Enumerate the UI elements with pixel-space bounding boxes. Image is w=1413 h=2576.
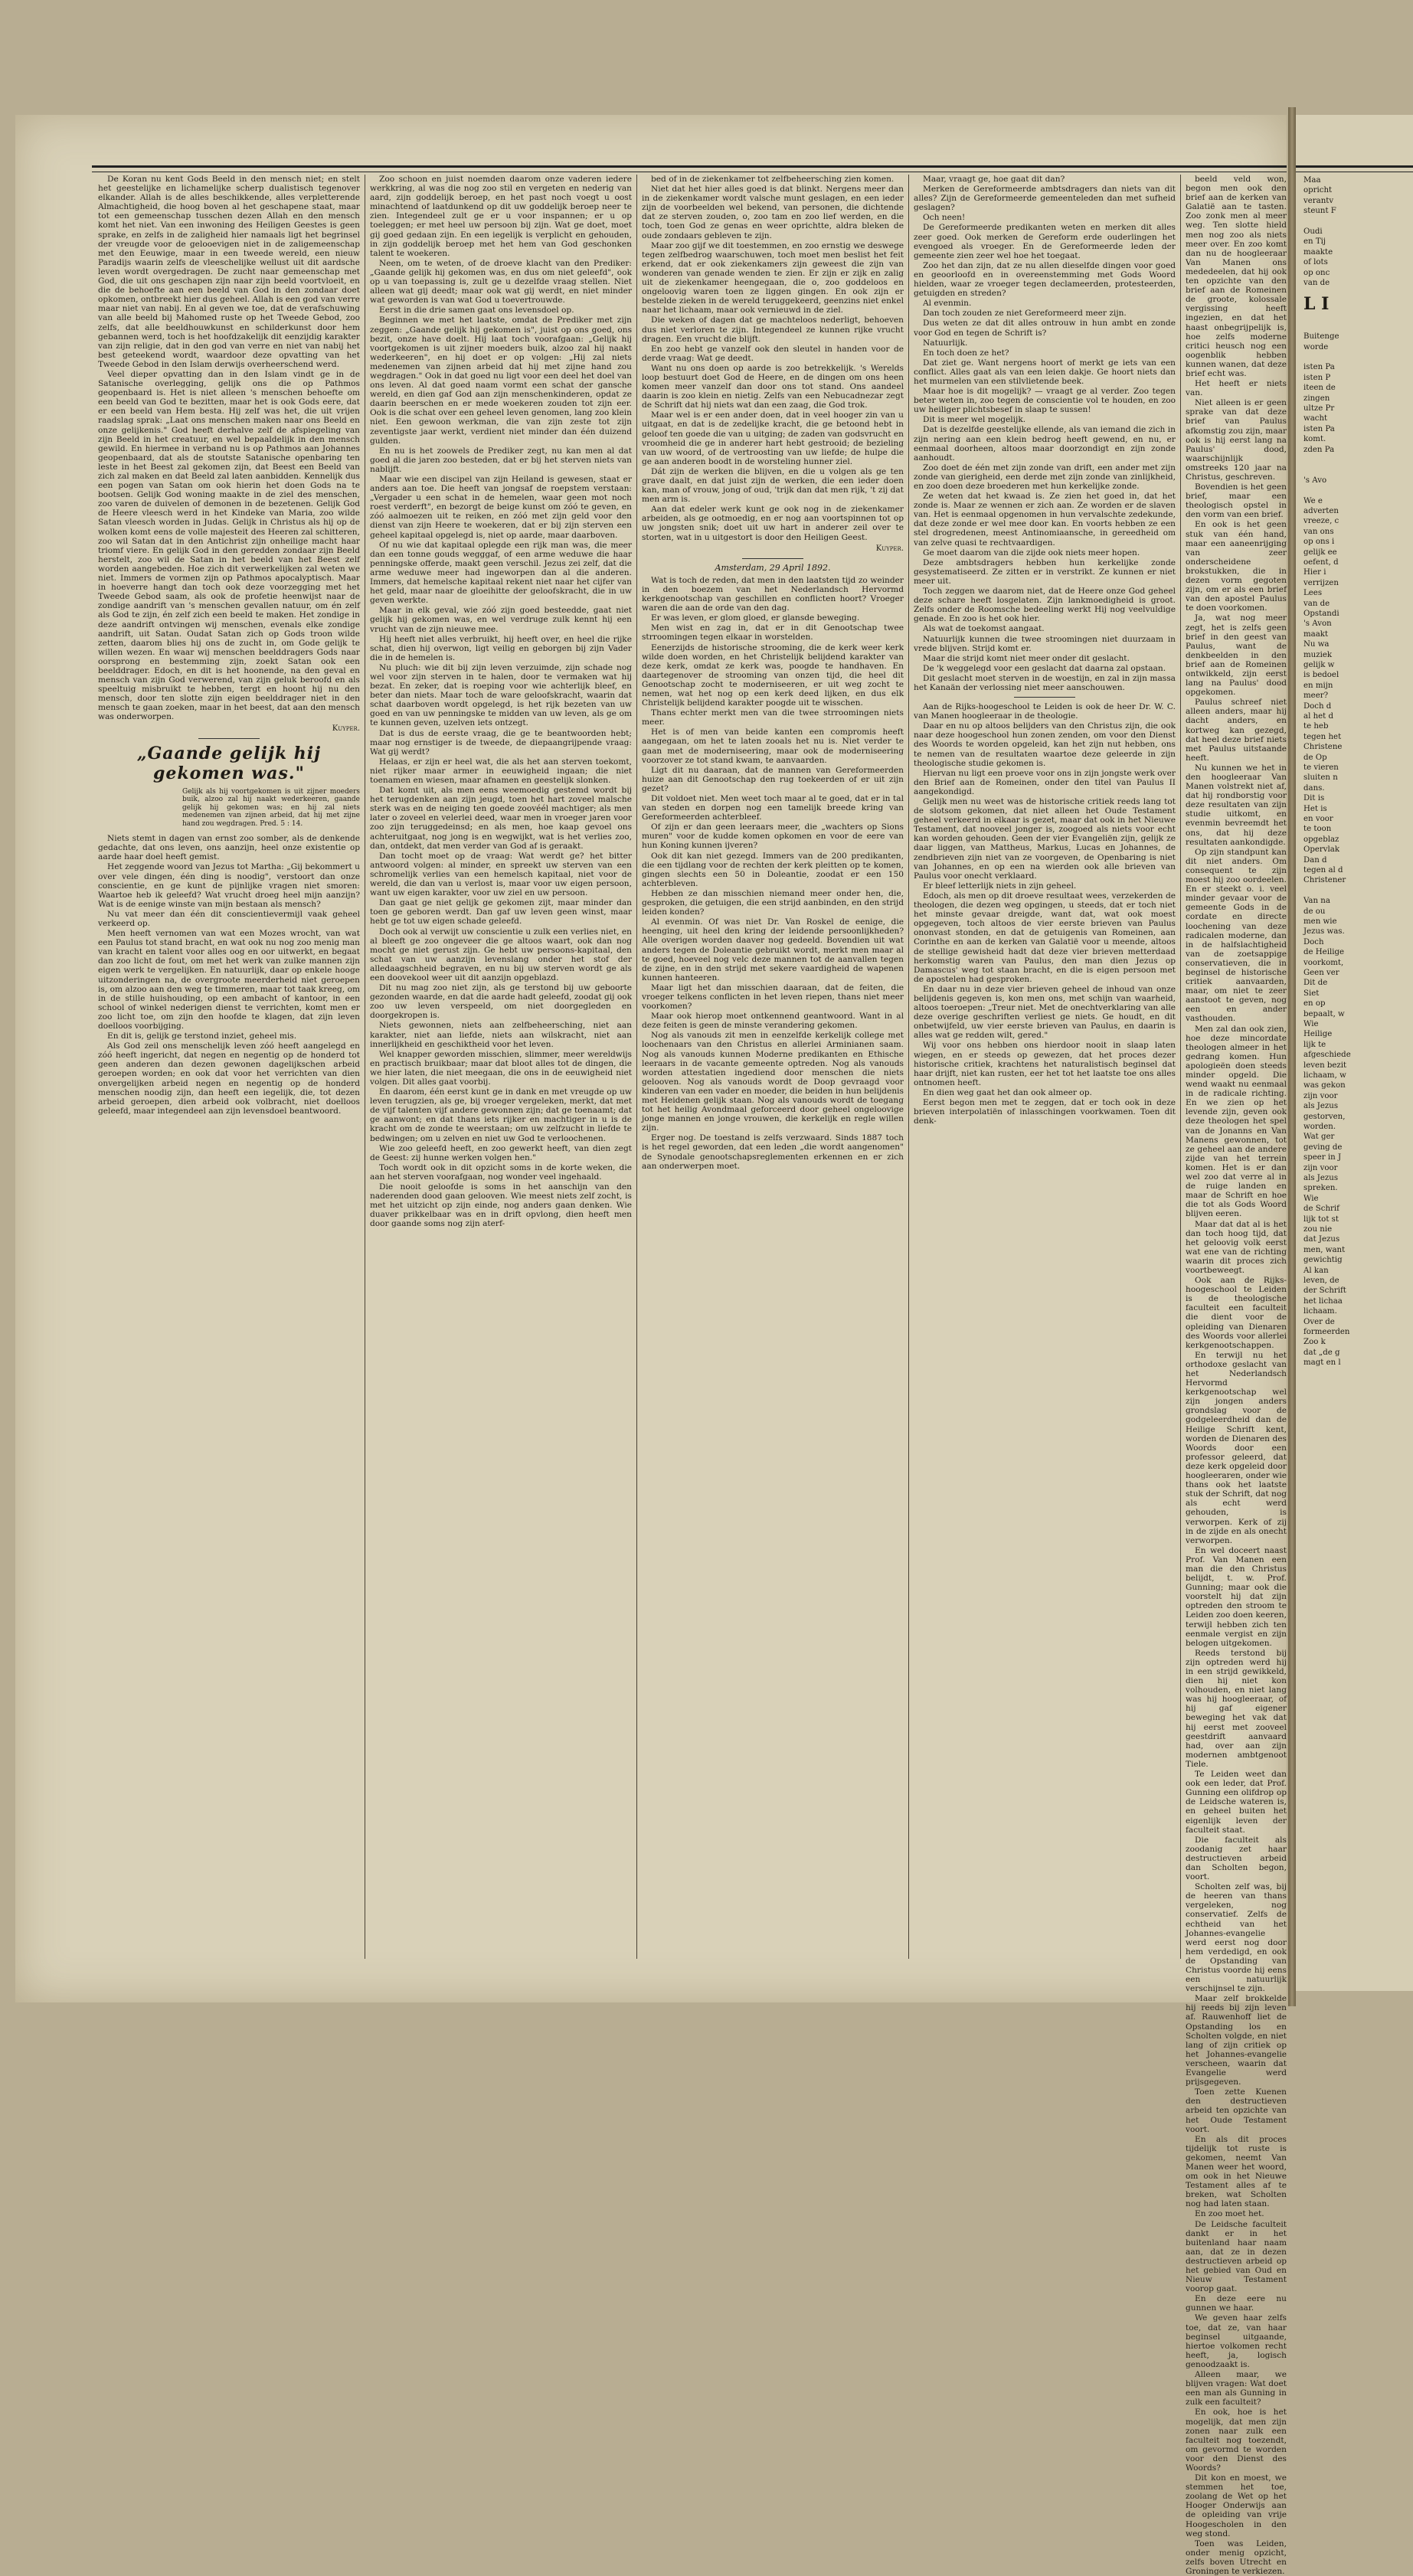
next-page-text-fragment: worde: [1303, 342, 1329, 351]
next-page-text-fragment: muziek: [1303, 650, 1333, 659]
paragraph: Dit geslacht moet sterven in de woestijn, en zal in zijn massa het Kanaän der verlossing niet meer aanschouwen.: [914, 673, 1176, 692]
paragraph: Men zal dan ook zien, hoe deze mincordate theologen almeer in het gedrang komen. Hun apologieën doen steeds minder opgeld. Die wend waakt nu eenmaal in de radicale richting. En we zien op het levende zijn, geven ook deze theologen het spel van de Jonanns en Van Manens gewonnen, tot ze geheel aan de andere zijde van het terrein komen. Het is er dan wel zoo dat verre al in de ruige landen en maar de Schrift en hoe die tot als Gods Woord blijven eeren.: [1186, 1024, 1287, 1219]
column-2: [370, 175, 632, 1982]
paragraph: Nog als vanouds zit men in eenzelfde kerkelijk college met loochenaars van den Christus en allerlei Arminianen saam. Nog als vanouds kunnen Moderne predikanten en Ethische leeraars in de vacante gemeente optreden. Nog als vanouds worden attestatien ingediend door menschen die niets gelooven. Nog als vanouds wordt de Doop gevraagd voor kinderen van een vader en moeder, die beiden in hun belijdenis met Heidenen gelijk staan. Nog als vanouds wordt de toegang tot het heilig Avondmaal geforceerd door geheel ongeloovige jonge mannen en jonge vrouwen, die kerkelijk en regle willen zijn.: [642, 1031, 904, 1133]
paragraph: Maar hoe is dit mogelijk? — vraagt ge al verder. Zoo tegen beter weten in, zoo tegen de conscientie vol te houden, en zoo uw heiliger plichtsbesef in slaap te sussen!: [914, 387, 1176, 415]
next-page-text-fragment: te toon: [1303, 825, 1332, 834]
next-page-text-fragment: leven bezit: [1303, 1061, 1347, 1070]
paragraph: Men heeft vernomen van wat een Mozes wrocht, van wat een Paulus tot stand bracht, en wat ook nu nog zoo menig man van kracht en talent voor alles oog en oor uitwerkt, en begaat dan zoo licht de fout, om met het werk van zulke mannen zijn eigen werk te vergelijken. En natuurlijk, daar op enkele hooge uitzonderingen na, de overgroote meerderheid niet geroepen is, om alzoo aan den weg te timmeren, maar tot taak kreeg, om in de stille huishouding, op een ambacht of kantoor, in een school of winkel nederigen dienst te verrichten, komt men er zoo licht toe, om zijn den hoofde te klagen, dat zijn leven doelloos voorbijging.: [98, 929, 360, 1031]
header-rule: [92, 165, 1287, 172]
next-page-text-fragment: spreken.: [1303, 1184, 1338, 1193]
paragraph: Te Leiden weet dan ook een leder, dat Prof. Gunning een olifdrop op de Leidsche wateren is, en geheel buiten het eigenlijk leven der faculteit staat.: [1186, 1770, 1287, 1835]
next-page-text-fragment: men, want: [1303, 1245, 1346, 1254]
next-page-text-fragment: Dit is: [1303, 794, 1325, 803]
paragraph: Beginnen we met het laatste, omdat de Prediker met zijn zeggen: „Gaande gelijk hij gekomen is", juist op ons goed, ons bezit, onze have doelt. Hij laat toch voorafgaan: „Gelijk hij voortgekomen is uit zijner moeders buik, alzoo zal hij naakt wederkeeren", en hij doet er op volgen: „Hij zal niets medenemen van zijnen arbeid dat hij met zijne hand zou wegdragen." Ook in dat goed nu ligt voor een deel het doel van ons leven. Al dat goed naam vormt een schat der gansche wereld, en dien gaf God aan zijn menschenkinderen, opdat ze daarin beerschen en er mede woekeren zouden tot zijn eer. Ook is die schat over een geheel leven genomen, lang zoo klein niet. Een gewoon werkman, die van zijn zeste tot zijn zeventigste jaar werkt, verdient niet minder dan één duizend gulden.: [370, 315, 632, 446]
next-page-text-fragment: als Jezus: [1303, 1102, 1339, 1111]
next-page-text-fragment: Hier i: [1303, 568, 1326, 577]
next-page-text-fragment: Nu wa: [1303, 640, 1330, 649]
paragraph: Ze weten dat het kwaad is. Ze zien het goed in, dat het zonde is. Maar ze wennen er zich aan. Ze worden er de slaven van. Het is eenmaal opgenomen in hun vervalschte zedekunde, dat deze zonde er wel mee door kan. En voorts hebben ze een stel drogredenen, meest Antinomiaansche, in gereedheid om van zelve quasi te rechtvaardigen.: [914, 492, 1176, 548]
paragraph: Natuurlijk kunnen die twee stroomingen niet duurzaam in vrede blijven. Strijd komt er.: [914, 634, 1176, 653]
paragraph: Bovendien is het geen brief, maar een theologisch opstel in den vorm van een brief.: [1186, 482, 1287, 520]
paragraph: We geven haar zelfs toe, dat ze, van haar beginsel uitgaande, hiertoe volkomen recht heeft, ja, logisch genoodzaakt is.: [1186, 2313, 1287, 2369]
next-page-text-fragment: lichaam.: [1303, 1307, 1337, 1316]
next-page-text-fragment: vreeze, c: [1303, 517, 1339, 526]
next-page-text-fragment: leven, de: [1303, 1277, 1339, 1285]
paragraph: Gelijk men nu weet was de historische critiek reeds lang tot de slotsom gekomen, dat niet alleen het Oude Testament geheel verkeerd in elkaar is gezet, maar dat ook in het Nieuwe Testament, dat nooveel jonger is, zoogoed als niets voor echt kan worden gehouden. Geen der vier Evangeliën zijn, gelijk ze daar liggen, van Mattheus, Markus, Lucas en Johannes, de zendbrieven zijn niet van ze voorgeven, de Openbaring is niet van Johannes, en op een na wierden ook alle brieven van Paulus voor onecht verklaard.: [914, 797, 1176, 881]
paragraph: Hiervan nu ligt een proeve voor ons in zijn jongste werk over den Brief aan de Romeinen, onder den titel van Paulus II aangekondigd.: [914, 768, 1176, 796]
paragraph: Al evenmin.: [923, 299, 972, 309]
next-page-text-fragment: op onc: [1303, 268, 1330, 277]
paragraph: En terwijl nu het orthodoxe geslacht van het Nederlandsch Hervormd kerkgenootschap wel zijn jongen anders grondslag voor de godgeleerdheid dan de Heilige Schrift kent, worden de Dienaren des Woords door een professor geleerd, dat deze kerk opgeleid door hoogleeraren, onder wie thans ook het laatste stuk der Schrift, dat nog als echt werd gehouden, is verworpen. Kerk of zij in de zijde en als onecht verworpen.: [1186, 1350, 1287, 1545]
next-page-text-fragment: de Schrif: [1303, 1205, 1339, 1214]
paragraph: En daar nu in deze vier brieven geheel de inhoud van onze belijdenis gegeven is, kon men ons, met schijn van waarheid, altoos toeroepen: „Treur niet. Met de onechtverklaring van alle deze overige geschriften verliest ge niets. Ge houdt, en dit onbetwijfeld, uw vier eerste brieven van Paulus, en daarin is alles wat ge redden wilt, gered.": [914, 984, 1176, 1041]
paragraph: Dus weten ze dat dit alles ontrouw in hun ambt en zonde voor God en tegen de Schrift is?: [914, 319, 1176, 338]
next-page-text-fragment: te heb: [1303, 722, 1329, 731]
next-page-text-fragment: Dan d: [1303, 855, 1327, 865]
next-page-text-fragment: der Schrift: [1303, 1286, 1346, 1296]
next-page-text-fragment: het lichaa: [1303, 1296, 1343, 1306]
paragraph: Al evenmin. Of was niet Dr. Van Roskel de eenige, die heenging, uit heel den kring der leidende persoonlijkheden? Alle overigen worden daaver nog gedeeld. Bovendien uit wat anders tegen de Doleantie gebruikt wordt, merkt men maar al te goed, hoeveel nog velc deze mannen tot de aanvallen tegen de zijne, en in den strijd met sekere vaardigheid de wapenen kunnen hanteeren.: [642, 917, 904, 982]
column-4: [914, 175, 1176, 1982]
next-page-text-fragment: verantv: [1303, 196, 1334, 205]
next-page-header-rule: [1296, 165, 1413, 172]
next-page-text-fragment: lichaam, w: [1303, 1071, 1346, 1080]
paragraph: Deze ambtsdragers hebben hun kerkelijke zonde gesystematiseerd. Ze zitten er in verstrikt. Ze kunnen er niet meer uit.: [914, 557, 1176, 586]
next-page-text-fragment: Siet: [1303, 989, 1320, 998]
paragraph: Eenerzijds de historische strooming, die de kerk weer kerk wilde doen worden, en het Christelijk belijdend karakter van deze kerk, omdat ze kerk was, poogde te handhaven. En daartegenover de strooming van onzen tijd, die heel dit Genootschap zocht te moderniseeren, er uit weg zocht te nemen, wat het nog op een kerk deed lijken, en dus elk Christelijk belijdend karakter poogde uit te wisschen.: [642, 642, 904, 708]
paragraph: Of zijn er dan geen leeraars meer, die „wachters op Sions muren" voor de kudde komen opkomen en voor de eere van hun Koning kunnen ijveren?: [642, 822, 904, 851]
column-5: [1186, 175, 1287, 2576]
next-page-text-fragment: Opervlak: [1303, 845, 1340, 855]
next-page-text-fragment: dans.: [1303, 783, 1325, 793]
paragraph: Maar wel is er een ander doen, dat in veel hooger zin van u uitgaat, en dat is de zedelijke kracht, die ge betoond hebt in geloof ten goede die van u uitging; de zaden van godsvrucht en vroomheid die ge in anderer hart hebt gestrooid; de bezieling van uw woord, of de vertroosting van uw liefde; de hulpe die ge aan anderen boodt in de worsteling hunner ziel.: [642, 410, 904, 466]
paragraph: Maar wie een discipel van zijn Heiland is gewesen, staat er anders aan toe. Die heeft van jongsaf de roepstem verstaan: „Vergader u een schat in de hemelen, waar geen mot noch roest verderft", en bezorgt de beige kunst om zóó te geven, en zóó aalmoezen uit te reiken, en zóó met zijn geld voor den dienst van zijn Heere te woekeren, dat er bij zijn sterven een geheel kapitaal opgelegd is, niet op aarde, maar daarboven.: [370, 475, 632, 540]
paragraph: Of nu wie dat kapitaal oplegde een rijk man was, die meer dan een tonne gouds wegggaf, of een arme weduwe die haar penningske offerde, maakt geen verschil. Jezus zei zelf, dat die arme weduwe meer had ingeworpen dan al die anderen. Immers, dat hemelsche kapitaal rekent niet naar het cijfer van het geld, maar naar de gloeihitte der geloofskracht, die in uw geven werkte.: [370, 540, 632, 606]
paragraph: Toen zette Kuenen den destructieven arbeid ten opzichte van het Oude Testament voort.: [1186, 2087, 1287, 2134]
next-page-text-fragment: Van na: [1303, 897, 1330, 906]
next-page-text-fragment: Wat ger: [1303, 1133, 1335, 1142]
paragraph: Nu vat meer dan één dit conscientievermijl vaak geheel verkeerd op.: [98, 909, 360, 928]
paragraph: Niets gewonnen, niets aan zelfbeheersching, niet aan karakter, niet aan liefde, niets aan wilskracht, niet aan innerlijkheid en geschiktheid voor het leven.: [370, 1021, 632, 1049]
paragraph: Dit kon en moest, we stemmen het toe, zoolang de Wet op het Hooger Onderwijs aan de opleiding van vrije Hoogescholen in den weg stond.: [1186, 2473, 1287, 2538]
paragraph: Ligt dit nu daaraan, dat de mannen van Gereformeerden huize aan dit Genootschap den rug toekeerden of er uit zijn gezet?: [642, 765, 904, 793]
next-page-text-fragment: Wie: [1303, 1194, 1319, 1203]
paragraph: Die weken of dagen dat ge machteloos nederligt, behoeven dus niet verloren te zijn. Integendeel ze kunnen rijke vrucht dragen. Een vrucht die blijft.: [642, 315, 904, 344]
paragraph: Dat is dus de eerste vraag, die ge te beantwoorden hebt; maar nog ernstiger is de tweede, de diepaangrijpende vraag: Wat gij werdt?: [370, 728, 632, 757]
next-page-text-fragment: de Heilige: [1303, 948, 1345, 957]
next-page-text-fragment: en op: [1303, 999, 1326, 1008]
next-page-text-fragment: opricht: [1303, 186, 1333, 195]
article-divider: [1014, 697, 1075, 698]
next-page-text-fragment: voorkomt,: [1303, 958, 1344, 967]
next-page-text-fragment: men wie: [1303, 917, 1337, 926]
paragraph: Ge moet daarom van die zijde ook niets meer hopen.: [923, 548, 1140, 557]
paragraph: Wat is toch de reden, dat men in den laatsten tijd zo weinder in den boezem van het Nederlandsch Hervormd kerkgenootschap van geschillen en conflicten hoort? Vroeger waren die aan de orde van den dag.: [642, 575, 904, 613]
next-page-text-fragment: van ons: [1303, 527, 1334, 536]
next-page-text-fragment: isten Pa: [1303, 363, 1335, 372]
next-page-text-fragment: tegen het: [1303, 732, 1342, 741]
paragraph: En dien weg gaat het dan ook almeer op.: [923, 1087, 1092, 1097]
next-page-text-fragment: al het d: [1303, 712, 1334, 721]
paragraph: Maar zoo gijf we dit toestemmen, en zoo ernstig we deswege tegen zelfbedrog waarschuwen, toch moet men beslist het feit erkend, dat er ook ziekenkamers zijn geweest die zijn van wonderen van genade wenden te zien. Er zijn er zijk en zalig uit de ziekenkamer heengegaan, die o, zoo goddeloos en ongeloovig waren toen ze liggen gingen. En ook zijn er bestelde zieken in de wereld teruggekeerd, geenzins niet enkel naar het lichaam, maar ook vernieuwd in de ziel.: [642, 240, 904, 315]
next-page-text-fragment: lijk tot st: [1303, 1214, 1339, 1224]
paragraph: Er bleef letterlijk niets in zijn geheel.: [923, 881, 1077, 891]
next-page-text-fragment: Al kan: [1303, 1266, 1329, 1275]
next-page-text-fragment: Het is: [1303, 804, 1327, 813]
next-page-text-fragment: gewichtig: [1303, 1256, 1343, 1265]
paragraph: Er was leven, er glom gloed, er glansde beweging.: [651, 613, 860, 623]
next-page-text-fragment: zijn voor: [1303, 1163, 1338, 1172]
paragraph: Op zijn standpunt kan dit niet anders. Om consequent te zijn moest hij zoo oordeelen. En er steekt o. i. veel minder gevaar voor de gemeente Gods in de cordate en directe loochening van deze radicalen moderne, dan in de halfslachtigheid van de zoetsappige conservatieven, die in beginsel de historische critiek aanvaarden, maar, om niet te zeer aanstoot te geven, nog een en ander vasthouden.: [1186, 847, 1287, 1024]
paragraph: De Gereformeerde predikanten weten en merken dit alles zeer goed. Ook merken de Gereform erde ouderlingen het evengoed als vroeger. En de Gereformeerde leden der gemeente zien zeer wel hoe het toegaat.: [914, 223, 1176, 260]
paragraph: Als God zeil ons menschelijk leven zóó heeft aangelegd en zóó heeft ingericht, dat negen en negentig op de honderd tot geen anderen dan dezen gewonen dagelijkschen arbeid geroepen worden; en ook dat voor het verrichten van dien onvergelijken arbeid negen en negentig op de honderd menschen noodig zijn, dan heeft een iegelijk, die, tot dezen arbeid geroepen, dien arbeid ook volbracht, niet doelloos geleefd, maar integendeel aan zijn levensdoel beantwoord.: [98, 1041, 360, 1116]
next-page-text-fragment: was gekon: [1303, 1081, 1346, 1090]
next-page-text-fragment: worden.: [1303, 1123, 1336, 1131]
paragraph: En zoo hebt ge vanzelf ook den sleutel in handen voor de derde vraag: Wat ge deedt.: [642, 344, 904, 363]
paragraph: En ook, hoe is het mogelijk, dat men zijn zonen naar zulk een faculteit nog toezendt, om gevormd te worden voor den Dienst des Woords?: [1186, 2408, 1287, 2473]
paragraph: Dit voldoet niet. Men weet toch maar al te goed, dat er in tal van steden en dorpen nog een tamelijk breede kring van Gereformeerden achterbleef.: [642, 794, 904, 822]
paragraph: Die faculteit als zoodanig zet haar destructieven arbeid dan Scholten begon, voort.: [1186, 1835, 1287, 1882]
paragraph: En ook is het geen stuk van één hand, maar een aaneenrijging van zeer onderscheidene brokstukken, die in dezen vorm gegoten zijn, om er als een brief van den apostel Paulus te doen voorkomen.: [1186, 520, 1287, 613]
paragraph: Toch wordt ook in dit opzicht soms in de korte weken, die aan het sterven voorafgaan, nog wonder veel ingehaald.: [370, 1162, 632, 1182]
column-separator: [636, 175, 637, 1959]
next-page-text-fragment: Dit de: [1303, 979, 1328, 988]
next-page-text-fragment: is bedoel: [1303, 671, 1339, 680]
next-page-text-fragment: formeerden: [1303, 1328, 1350, 1336]
article-divider: [198, 738, 260, 739]
next-page-text-fragment: maakt: [1303, 629, 1329, 639]
paragraph: Wel knapper geworden misschien, slimmer, meer wereldwijs en practisch bruikbaar; maar dat bloot alles tot de dingen, die we hier laten, die niet meegaan, die ons in de eeuwigheid niet volgen. Dit alles gaat voorbij.: [370, 1049, 632, 1087]
paragraph: Zoo het dan zijn, dat ze nu allen dieselfde dingen voor goed en geoorloofd en in overeenstemming met Gods Woord hielden, waar ze vroeger tegen declameerden, protesteerden, getuigden en streden?: [914, 260, 1176, 299]
paragraph: Doch ook al verwijt uw conscientie u zulk een verlies niet, en al bleeft ge zoo ongeveer die ge altoos waart, ook dan nog mocht ge niet gerust zijn. Ge hebt uw persoons-kapitaal, den schat van uw aanzijn levenslang onder het stof der alledaagschheid begraven, en nu bij uw sterven wordt ge als een doovekool weer uit dit aanzijn opgeblazd.: [370, 927, 632, 982]
paragraph: Dat is dezelfde geestelijke ellende, als van iemand die zich in zijn nering aan een klein bedrog heeft gewend, en nu, er eenmaal doorheen, altoos maar doorzondigt en zijn zonde aanhoudt.: [914, 425, 1176, 463]
next-page-text-fragment: Christener: [1303, 876, 1346, 885]
next-page-text-fragment: van de: [1303, 279, 1330, 287]
next-page-text-fragment: iteen de: [1303, 384, 1336, 393]
paragraph: De Koran nu kent Gods Beeld in den mensch niet; en stelt het geestelijke en lichamelijke scherp dualistisch tegenover elkander. Allah is de alles beschikkende, alles verpletterende Almachtigheid, die hoog boven al het geschapene staat, maar tot een gemeenschap tusschen dezen Allah en den mensch komt het niet. Van een inwoning des Heiligen Geestes is geen sprake, en zelfs in de zaligheid hier namaals ligt het begrinsel der vreugde voor de gelooevigen niet in de zaligemeenschap met den Eeuwige, maar in een tweede wereld, een nieuw Paradijs waarin zelfs de vleeschelijke wellust uit dit aardsche leven wordt overgedragen. De zucht naar gemeenschap met God, die uit ons geschapen zijn naar zijn beeld voortvloeit, en die de behoefte aan een beeld van God in den zondaar doet opkomen, ontbreekt hier dus geheel. Allah is een god van verre maar niet van nabij. En al geven we toe, dat de verafschuwing van alle beeld bij Mahomed ruste op het Tweede Gebod, zoo zelfs, dat alle beeldhouwkunst en schilderkunst door hem gebannen werd, toch is het hoofdzakelijk dit eenzijdig karakter van zijn religie, dat in den god van verre en niet van nabij het best geteekend wordt, waardoor deze opvatting van het Tweede Gebod in den Islam derwijs overheerschend werd.: [98, 175, 360, 369]
paragraph: Dit nu mag zoo niet zijn, als ge terstond bij uw geboorte gezonden waarde, en dat die aarde hadt geleefd, zoodat gij ook zoo uw leven verspeeld, om niet doorgegleden en doorgekropen is.: [370, 983, 632, 1021]
paragraph: Wij voor ons hebben ons hierdoor nooit in slaap laten wiegen, en er steeds op gewezen, dat het proces dezer historische critiek, krachtens het naturalistisch beginsel dat haar drijft, niet kan rusten, eer het tot het laatste toe ons alles ontnomen heeft.: [914, 1041, 1176, 1087]
paragraph: Daar en nu op altoos belijders van den Christus zijn, die ook naar deze hoogeschool hun zonen zenden, om voor den Dienst des Woords te worden opgeleid, kan het zijn nut hebben, ons te nemen van de resultaten waartoe deze geleerde in zijn theologische studie gekomen is.: [914, 721, 1176, 768]
paragraph: Neen, om te weten, of de droeve klacht van den Prediker: „Gaande gelijk hij gekomen was, en dus om niet geleefd", ook op u van toepassing is, zult ge u dezelfde vraag stellen. Niet alleen wat gij deedt; maar ook wat gij werdt, en niet minder wat geworden is van wat God u toevertrouwde.: [370, 258, 632, 306]
paragraph: Maar ook hierop moet ontkennend geantwoord. Want in al deze feiten is geen de minste verandering gekomen.: [642, 1012, 904, 1031]
next-page-text-fragment: en mijn: [1303, 681, 1333, 690]
paragraph: Niet dat het hier alles goed is dat blinkt. Nergens meer dan in de ziekenkamer wordt valsche munt geslagen, en een ieder zijn de voorbeelden wel bekend, van personen, die dichtende dat ze sterven zouden, o, zoo tam en zoo lief werden, en die toch, toen God ze genas en weer oprichtte, aldra bleken de oude zondaars gebleven te zijn.: [642, 185, 904, 240]
paragraph: Ook dit kan niet gezegd. Immers van de 200 predikanten, die een tijdlang voor de rechten der kerk pleitten op te komen, gingen slechts een 50 in Doleantie, zoodat er een 150 achterbleven.: [642, 851, 904, 888]
paragraph: Edoch, als men op dit droeve resultaat wees, verzekerden de theologen, die dezen weg opgingen, u steeds, dat er toch niet het minste gevaar dreigde, want dat, wat ook moest opgegeven, toch altoos de vier eerste brieven van Paulus ononvast stonden, en dat de getuigenis van Romeinen, aan Corinthe en aan de kerken van Galatië voor u meende, altoos de stellige gewisheid hadt dat deze vier brieven metterdaad herkomstig waren van Paulus, den man dien Jezus op Damascus' weg tot staan bracht, en die is eigen persoon met de apostelen had gesproken.: [914, 891, 1176, 984]
paragraph: Het heeft er niets van.: [1186, 379, 1287, 398]
next-page-text-fragment: als Jezus: [1303, 1174, 1339, 1182]
next-page-text-fragment: speer in J: [1303, 1153, 1342, 1162]
paragraph: Helaas, er zijn er heel wat, die als het aan sterven toekomt, niet rijker maar armer in eeuwigheid ingaan; die niet toenamen en wiesen, maar afnamen en geestelijk slonken.: [370, 757, 632, 785]
column-3: [642, 175, 904, 1982]
next-page-text-fragment: zijn voor: [1303, 1091, 1338, 1100]
next-page-text-fragment: op ons i: [1303, 538, 1335, 547]
next-page-text-fragment: zden Pa: [1303, 445, 1335, 454]
next-page-text-fragment: Maa: [1303, 176, 1321, 185]
column-1: [98, 175, 360, 1982]
paragraph: Wie zoo geleefd heeft, en zoo gewerkt heeft, van dien zegt de Geest: zij hunne werken volgen hen.": [370, 1143, 632, 1162]
paragraph: Dan tocht moet op de vraag: Wat werdt ge? het bitter antwoord volgen: al minder, en spreekt uw sterven van een schromelijk verlies van een hemelsch kapitaal, niet voor de wereld, die dan van u verlost is, maar voor uw eigen persoon, want uw eigen karakter, voor uw ziel en uw persoon.: [370, 851, 632, 898]
next-page-text-fragment: steunt F: [1303, 207, 1336, 216]
next-page-text-fragment: isten P: [1303, 373, 1331, 382]
paragraph: Hebben ze dan misschien niemand meer onder hen, die, gesproken, die getuigen, die een strijd aanbinden, en den strijd leiden konden?: [642, 888, 904, 917]
paragraph: Dat ziet ge. Want nergens hoort of merkt ge iets van een conflict. Alles gaat als van een leien dakje. Ge hoort niets dan het murmelen van een stilvlietende beek.: [914, 358, 1176, 386]
paragraph: Zoo doet de één met zijn zonde van drift, een ander met zijn zonde van gierigheid, een derde met zijn zonde van zinlijkheid, en zoo doen deze broederen met hun kerkelijke zonde.: [914, 463, 1176, 491]
next-page-text-fragment: zou nie: [1303, 1225, 1333, 1234]
next-page-text-fragment: We e: [1303, 496, 1323, 505]
book-spine: [1288, 107, 1296, 2006]
next-page-text-fragment: meer?: [1303, 691, 1329, 701]
paragraph: Toen was Leiden, onder menig opzicht, zelfs boven Utrecht en Groningen te verkiezen.: [1186, 2538, 1287, 2576]
next-page-text-fragment: 's Avo: [1303, 476, 1327, 485]
next-page-text-fragment: verrijzen: [1303, 578, 1339, 587]
next-page-text-fragment: Jezus was.: [1303, 927, 1345, 937]
next-page-text-fragment: bepaalt, w: [1303, 1009, 1345, 1018]
next-page-text-fragment: Geen ver: [1303, 969, 1339, 977]
next-page-text-fragment: zingen: [1303, 394, 1330, 403]
next-page-text-fragment: Buitenge: [1303, 332, 1339, 342]
next-page-text-fragment: wacht: [1303, 414, 1328, 423]
next-page-text-fragment: lijk te: [1303, 1040, 1326, 1049]
paragraph: Aan dat edeler werk kunt ge ook nog in de ziekenkamer arbeiden, als ge ootmoedig, en er nog aan voortspinnen tot op uw jongsten snik; doet uit uw hart in anderer zeil over te storten, wat in u uitgestort is door den Heiligen Geest.: [642, 505, 904, 542]
paragraph: Toch zeggen we daarom niet, dat de Heere onze God geheel deze schare heeft losgelaten. Zijn lankmoedigheid is groot. Zelfs onder de Roomsche bedeeling werkt Hij nog veelvuldige genade. En zoo is het ook hier.: [914, 587, 1176, 624]
paragraph: Scholten zelf was, bij de heeren van thans vergeleken, nog conservatief. Zelfs de echtheid van het Johannes-evangelie werd eerst nog door hem verdedigd, en ook de Opstanding van Christus voorde hij eens een natuurlijk verschijnsel te zijn.: [1186, 1882, 1287, 1994]
next-page-text-fragment: Oudi: [1303, 227, 1323, 236]
next-page-text-fragment: tegen al d: [1303, 866, 1343, 874]
paragraph: Hij heeft niet alles verbruikt, hij heeft over, en heel die rijke schat, dien hij overwon, ligt veilig en geborgen bij zijn Vader die in de hemelen is.: [370, 634, 632, 662]
paragraph: Zoo schoon en juist noemden daarom onze vaderen iedere werkkring, al was die nog zoo stil en vergeten en nederig van aard, zijn goddelijk beroep, en het past noch voegt u oost minachtend of laatdunkend op dit uw goddelijk beroep neer te zien. Integendeel zult ge er u voor inspannen; er u op toeleggen; er met heel uw persoon bij zijn. Wat ge doet, moet gij goed gedaan zijn. En een iegelijk is verplicht en gehouden, in zijn goddelijk beroep met het hem van God geschonken talent te woekeren.: [370, 175, 632, 258]
paragraph: Nu kunnen we het in den hoogleeraar Van Manen volstrekt niet af, dat hij rondborstig voor deze resultaten van zijn studie uitkomt, en evenmin bevreemdt het ons, dat hij deze resultaten aankondigde.: [1186, 763, 1287, 847]
paragraph: Maar, vraagt ge, hoe gaat dit dan?: [923, 175, 1065, 184]
next-page-text-fragment: magt en l: [1303, 1358, 1341, 1368]
paragraph: Alleen maar, we blijven vragen: Wat doet een man als Gunning in zulk een faculteit?: [1186, 2370, 1287, 2408]
paragraph: Aan de Rijks-hoogeschool te Leiden is ook de heer Dr. W. C. van Manen hoogleeraar in de theologie.: [914, 702, 1176, 721]
paragraph: Het is of men van beide kanten een compromis heeft aangegaan, om het te laten zooals het nu is. Niet verder te gaan met de moderniseering, maar ook de moderniseering voorzover ze tot stand kwam, te aanvaarden.: [642, 727, 904, 765]
paragraph: Maar ligt het dan misschien daaraan, dat de feiten, die vroeger telkens conflicten in het leven riepen, thans niet meer voorkomen?: [642, 982, 904, 1012]
article-heading: „Gaande gelijk hij gekomen was.": [136, 743, 322, 783]
next-page-text-fragment: gelijk ee: [1303, 548, 1337, 557]
next-page-text-fragment: de ou: [1303, 907, 1326, 916]
next-page-text-fragment: afgeschiede: [1303, 1051, 1351, 1060]
paragraph: Dan gaat ge niet gelijk ge gekomen zijt, maar minder dan toen ge geboren werdt. Dan gaf uw leven geen winst, maar hebt ge tot uw eigen schade geleefd.: [370, 898, 632, 927]
paragraph: Veel dieper opvatting dan in den Islam vindt ge in de Satanische overlegging, gelijk ons die op Pathmos geopenbaard is. Het is niet alleen 's menschen behoefte om een beeld van God te bezitten, maar het is ook Gods eere, dat er een beeld van Hem besta. Hij zelf was het, die uit vrijen raadslag sprak: „Laat ons menschen maken naar ons Beeld en onze gelijkenis." God heeft derhalve zelf de afspiegeling van zijn Beeld in het creatuur, en wel bepaaldelijk in den mensch gewild. En hiermee in verband nu is op Pathmos aan Johannes geopenbaard, dat als de stoutste Satanische openbaring ten leste in het Beest zal gekomen zijn, dat Beest een Beeld van zich zal maken en dat Beeld zal laten aanbidden. Kennelijk dus een pogen van Satan om ook hierin het doen Gods na te bootsen. Gelijk God woning maakte in de ziel des menschen, zoo varen de duivelen of demonen in de bezetenen. Gelijk God de Heere vleesch werd in het Kindeke van Maria, zoo wilde Satan vleesch worden in Judas. Gelijk in Christus als hij op de wolken komt eens de volle majesteit des Heeren zal schitteren, zoo wil Satan dat in den Antichrist zijn onheilige macht haar triomf viere. En gelijk God in den geredden zondaar zijn Beeld herstelt, zoo wil de Satan in het beeld van het Beest zelf worden aangebeden. Hoe zich dit verwerkelijken zal weten we niet. Immers de vormen zijn op Pathmos apocalyptisch. Maar in hoeverre hangt dan toch ook deze voorzegging met het Tweede Gebod saam, als ook de profetie heenwijst naar de zondige aandrift van 's menschen gevallen natuur, om én zelf als God te zijn, én zelf zich een beeld te maken. Het zondige in deze aandrift ontvingen wij menschen, evenals elke zondige aandrift, uit Satan. Oudat Satan zich op Gods troon wilde zetten, daarom blies hij ons de zucht in, om Gode gelijk te willen wezen. En waar wij menschen beelddragers Gods naar oorsprong en bestemming zijn, zoekt Satan ook een beelddrager. Edoch, en dit is het hoonende, na den geval en mensch van zijn God verwerend, van zijn geluk beroofd en als speeltuig misbruikt te hebben, tergt en hoont hij nu den mensch, door ten slotte zijn eigen beelddrager niet in den mensch te gaan zoeken, maar in het beest, dat aan den mensch was onderworpen.: [98, 369, 360, 722]
paragraph: Och neen!: [923, 213, 966, 223]
paragraph: Paulus schreef niet alleen anders, maar hij dacht anders, en kortweg kan gezegd, dat heel deze brief niets met Paulus uitstaande heeft.: [1186, 698, 1287, 763]
paragraph: Ook aan de Rijks-hoogeschool te Leiden is de theologische faculteit een faculteit die dient voor de opleiding van Dienaren des Woords voor allerlei kerkgenootschappen.: [1186, 1276, 1287, 1350]
paragraph: Niets stemt in dagen van ernst zoo somber, als de denkende gedachte, dat ons leven, ons aanzijn, heel onze existentie op aarde haar doel heeft gemist.: [98, 834, 360, 862]
paragraph: De Leidsche faculteit dankt er in het buitenland haar naam aan, dat ze in dezen destructieven arbeid op het gebied van Oud en Nieuw Testament voorop gaat.: [1186, 2219, 1287, 2294]
scripture-motto: Gelijk als hij voortgekomen is uit zijner moeders buik, alzoo zal hij naakt wederkeeren, gaande gelijk hij gekomen was; en hij zal niets medenemen van zijnen arbeid, dat hij met zijne hand zou wegdragen. Pred. 5 : 14.: [182, 787, 360, 828]
next-page-text-fragment: oefent, d: [1303, 558, 1339, 567]
next-page-text-fragment: van de: [1303, 599, 1330, 608]
next-page-text-fragment: dat Jezus: [1303, 1235, 1340, 1244]
paragraph: De 'k weggelegd voor een geslacht dat daarna zal opstaan.: [923, 663, 1166, 673]
next-page-edge: [1296, 115, 1413, 1991]
next-page-text-fragment: en Tij: [1303, 237, 1326, 247]
paragraph: En dit is, gelijk ge terstond inziet, geheel mis.: [107, 1031, 297, 1041]
next-page-text-fragment: 's Avon: [1303, 619, 1332, 629]
paragraph: Eerst in die drie samen gaat ons levensdoel op.: [379, 306, 574, 315]
next-page-text-fragment: L I: [1303, 293, 1330, 314]
next-page-text-fragment: gelijk w: [1303, 661, 1335, 669]
paragraph: Dit is meer wel mogelijk.: [923, 415, 1026, 425]
next-page-text-fragment: gestorven,: [1303, 1112, 1346, 1121]
paragraph: En daarom, één eerst kunt ge in dank en met vreugde op uw leven terugzien, als ge, bij vroeger vergeleken, merkt, dat met de vijf talenten vijf andere gewonnen zijn; dat ge toenaamt; dat ge aanwont; en dat thans iets rijker en machtiger in u is de kracht om de zonde te weerstaan; om uw zelfzucht in liefde te bedwingen; om u zelven en niet uw God te verloochenen.: [370, 1087, 632, 1143]
next-page-text-fragment: Wie: [1303, 1020, 1319, 1028]
next-page-text-fragment: komt.: [1303, 435, 1326, 444]
next-page-text-fragment: of lots: [1303, 258, 1328, 267]
paragraph: Dan toch zouden ze niet Gereformeerd meer zijn.: [923, 309, 1127, 319]
paragraph: Eerst begon men met te zeggen, dat er toch ook in deze brieven interpolatiën of inlasschingen voorkwamen. Toen dit denk-: [914, 1098, 1176, 1126]
paragraph: En toch doen ze het?: [923, 348, 1009, 358]
next-page-text-fragment: Doch d: [1303, 701, 1332, 711]
paragraph: Merken de Gereformeerde ambtsdragers dan niets van dit alles? Zijn de Gereformeerde gemeenteleden dan met sufheid geslagen?: [914, 185, 1176, 213]
next-page-text-fragment: dat „de g: [1303, 1348, 1340, 1357]
paragraph: En als dit proces tijdelijk tot ruste is gekomen, neemt Van Manen weer het woord, om ook in het Nieuwe Testament alles af te breken, wat Scholten nog had laten staan.: [1186, 2134, 1287, 2209]
next-page-text-fragment: maakte: [1303, 247, 1333, 257]
next-page-text-fragment: Doch: [1303, 937, 1324, 946]
next-page-text-fragment: de Op: [1303, 753, 1327, 762]
paragraph: Natuurlijk.: [923, 338, 968, 348]
next-page-text-fragment: te vieren: [1303, 763, 1339, 772]
next-page-text-fragment: Opstandi: [1303, 610, 1339, 618]
paragraph: Maar in elk geval, wie zóó zijn goed besteedde, gaat niet gelijk hij gekomen was, en wel verdruge zulk kennt hij een vrucht van de zijn nieuwe mee.: [370, 606, 632, 634]
paragraph: Als wat de toekomst aangaat.: [923, 624, 1045, 634]
paragraph: En wel doceert naast Prof. Van Manen een man die den Christus belijdt, t. w. Prof. Gunning; maar ook die voorstelt hij dat zijn optreden den stroom te Leiden zoo doen keeren, terwijl hebben zich ten eenmale vergist en zijn belogen uitgekomen.: [1186, 1545, 1287, 1648]
paragraph: En deze eere nu gunnen we haar.: [1186, 2294, 1287, 2313]
next-page-text-fragment: Lees: [1303, 589, 1323, 598]
next-page-text-fragment: sluiten n: [1303, 773, 1338, 783]
paragraph: bed of in de ziekenkamer tot zelfbeheersching zien komen.: [651, 175, 895, 184]
paragraph: Die nooit geloofde is soms in het aanschijn van den naderenden dood gaan gelooven. Wie meest niets zelf zocht, is met het uitzicht op zijn einde, nog anders gaan denken. Wie duaver prikkelbaar was en in drift opvlong, dien heeft men door gaande soms nog zijn aterf-: [370, 1182, 632, 1229]
next-page-text-fragment: geving de: [1303, 1143, 1343, 1152]
paragraph: Erger nog. De toestand is zelfs verzwaard. Sinds 1887 toch is het regel geworden, dat een leden „die wordt aangenomen" de Synodale genootschapsreglementen erkennen en er zich aan onderwerpen moet.: [642, 1133, 904, 1171]
paragraph: Maar zelf brokkelde hij reeds bij zijn leven af. Rauwenhoff liet de Opstanding los en Scholten volgde, en niet lang of zijn critiek op het Johannes-evangelie verscheen, waarin dat Evangelie werd prijsgegeven.: [1186, 1994, 1287, 2087]
paragraph: Het zeggende woord van Jezus tot Martha: „Gij bekommert u over vele dingen, één ding is noodig", verstoort dan onze conscientie, en ge kunt de pijnlijke vragen niet smoren: Waartoe heb ik geleefd? Wat vrucht droeg heel mijn aanzijn? Wat is de eenige winste van mijn bestaan als mensch?: [98, 862, 360, 909]
paragraph: Ja, wat nog meer zegt, het is zelfs geen brief in den geest van Paulus, want de denkbeelden in den brief aan de Romeinen ontwikkeld, zijn eerst lang na Paulus' dood opgekomen.: [1186, 613, 1287, 698]
next-page-text-fragment: opgeblaz: [1303, 835, 1339, 844]
paragraph: Niet alleen is er geen sprake van dat deze brief van Paulus afkomstig zou zijn, maar ook is hij eerst lang na Paulus' dood, waarschijnlijk omstreeks 120 jaar na Christus, geschreven.: [1186, 398, 1287, 482]
paragraph: Maar dat dat al is het dan toch hoog tijd, dat het geloovig volk eerst wat ene van de richting waarin dit proces zich voortbeweegt.: [1186, 1219, 1287, 1275]
paragraph: Want nu ons doen op aarde is zoo betrekkelijk. 's Werelds loop bestuurt doet God de Heere, en de dingen om ons heen komen meer vanzelf dan door ons tot stand. Ons aandeel daarin is zoo klein en nietig. Zelfs van een Nebucadnezar zegt de Schrift dat hij niets wat dan een zaag, die God trok.: [642, 363, 904, 410]
paragraph: Men wist en zag in, dat er in dit Genootschap twee strroomingen tegen elkaar in worstelden.: [642, 623, 904, 642]
column-separator: [1180, 175, 1181, 1959]
column-separator: [908, 175, 909, 1959]
next-page-text-fragment: isten Pa: [1303, 424, 1335, 433]
next-page-text-fragment: Christene: [1303, 743, 1343, 752]
author-signature: Kuyper.: [875, 544, 904, 553]
paragraph: Dát zijn de werken die blijven, en die u volgen als ge ten grave daalt, en dat juist zijn de werken, die een ieder doen kan, man of vrouw, jong of oud, 'trijk dan dat men rijk, 't zij dat men arm is.: [642, 466, 904, 505]
paragraph: Thans echter merkt men van die twee strroomingen niets meer.: [642, 708, 904, 727]
dateline: Amsterdam, 29 April 1892.: [715, 562, 831, 573]
next-page-text-fragment: adverten: [1303, 507, 1339, 515]
author-signature: Kuyper.: [332, 724, 360, 733]
paragraph: Maar die strijd komt niet meer onder dit geslacht.: [923, 653, 1130, 663]
next-page-text-fragment: en voor: [1303, 815, 1333, 823]
paragraph: En nu is het zoowels de Prediker zegt, nu kan men al dat goed al die jaren zoo besteden, dat er bij het sterven niets van nablijft.: [370, 446, 632, 474]
paragraph: Dat komt uit, als men eens weemoedig gestemd wordt bij het terugdenken aan zijn jeugd, toen het hart zoveel malsche sterk was en de neiging ten goede zoovéél machtiger; als men later o zoveel en velerlei deed, waar men in vroeger jaren voor zoo zijn teruggedeinsd; en als men, hoe kaap gevoel ons achteruitgaat, nog jong is en wegwijkt, wat is het verlies zoo, dan, ontdekt, dat men verder van God af is geraakt.: [370, 786, 632, 851]
next-page-text-fragment: Heilige: [1303, 1030, 1333, 1039]
next-page-text-fragment: ultze Pr: [1303, 404, 1335, 413]
next-page-text-fragment: Over de: [1303, 1317, 1335, 1326]
paragraph: beeld veld won, begon men ook den brief aan de kerken van Galatië aan te tasten. Zoo zonk men al meer weg. Ten slotte hield men nog zoo als niets meer over. En zoo komt dan nu de hoogleeraar Van Manen ons mededeelen, dat hij ook ten opzichte van den brief aan de Romeinen de groote, kolossale vergissing heeft ingezien, en dat het haast onbegrijpelijk is, hoe zelfs moderne critici heusch nog een oogenblik hebben kunnen wanen, dat deze brief echt was.: [1186, 175, 1287, 378]
paragraph: En zoo moet het.: [1195, 2209, 1264, 2219]
next-page-text-fragment: Zoo k: [1303, 1338, 1326, 1347]
paragraph: Nu pluch: wie dit bij zijn leven verzuimde, zijn schade nog wel voor zijn sterven in te halen, door te vermaken wat hij bezat. En zeker, dat is roeping voor wie achterlijk bleef, en beter dan niets. Maar toch de ware geloofskracht, waarin dat schat daarboven wordt opgelegd, is het rijk bezeten van uw goed en van uw penningske te midden van uw leven, als ge om te kunnen geven, uzelven iets ontzegt.: [370, 662, 632, 728]
article-divider: [742, 558, 803, 559]
paragraph: Reeds terstond bij zijn optreden werd hij in een strijd gewikkeld, dien hij niet kon volhouden, en niet lang was hij hoogleeraar, of hij gaf eigener beweging het vak dat hij eerst met zooveel geestdrift aanvaard had, over aan zijn modernen ambtgenoot Tiele.: [1186, 1648, 1287, 1769]
